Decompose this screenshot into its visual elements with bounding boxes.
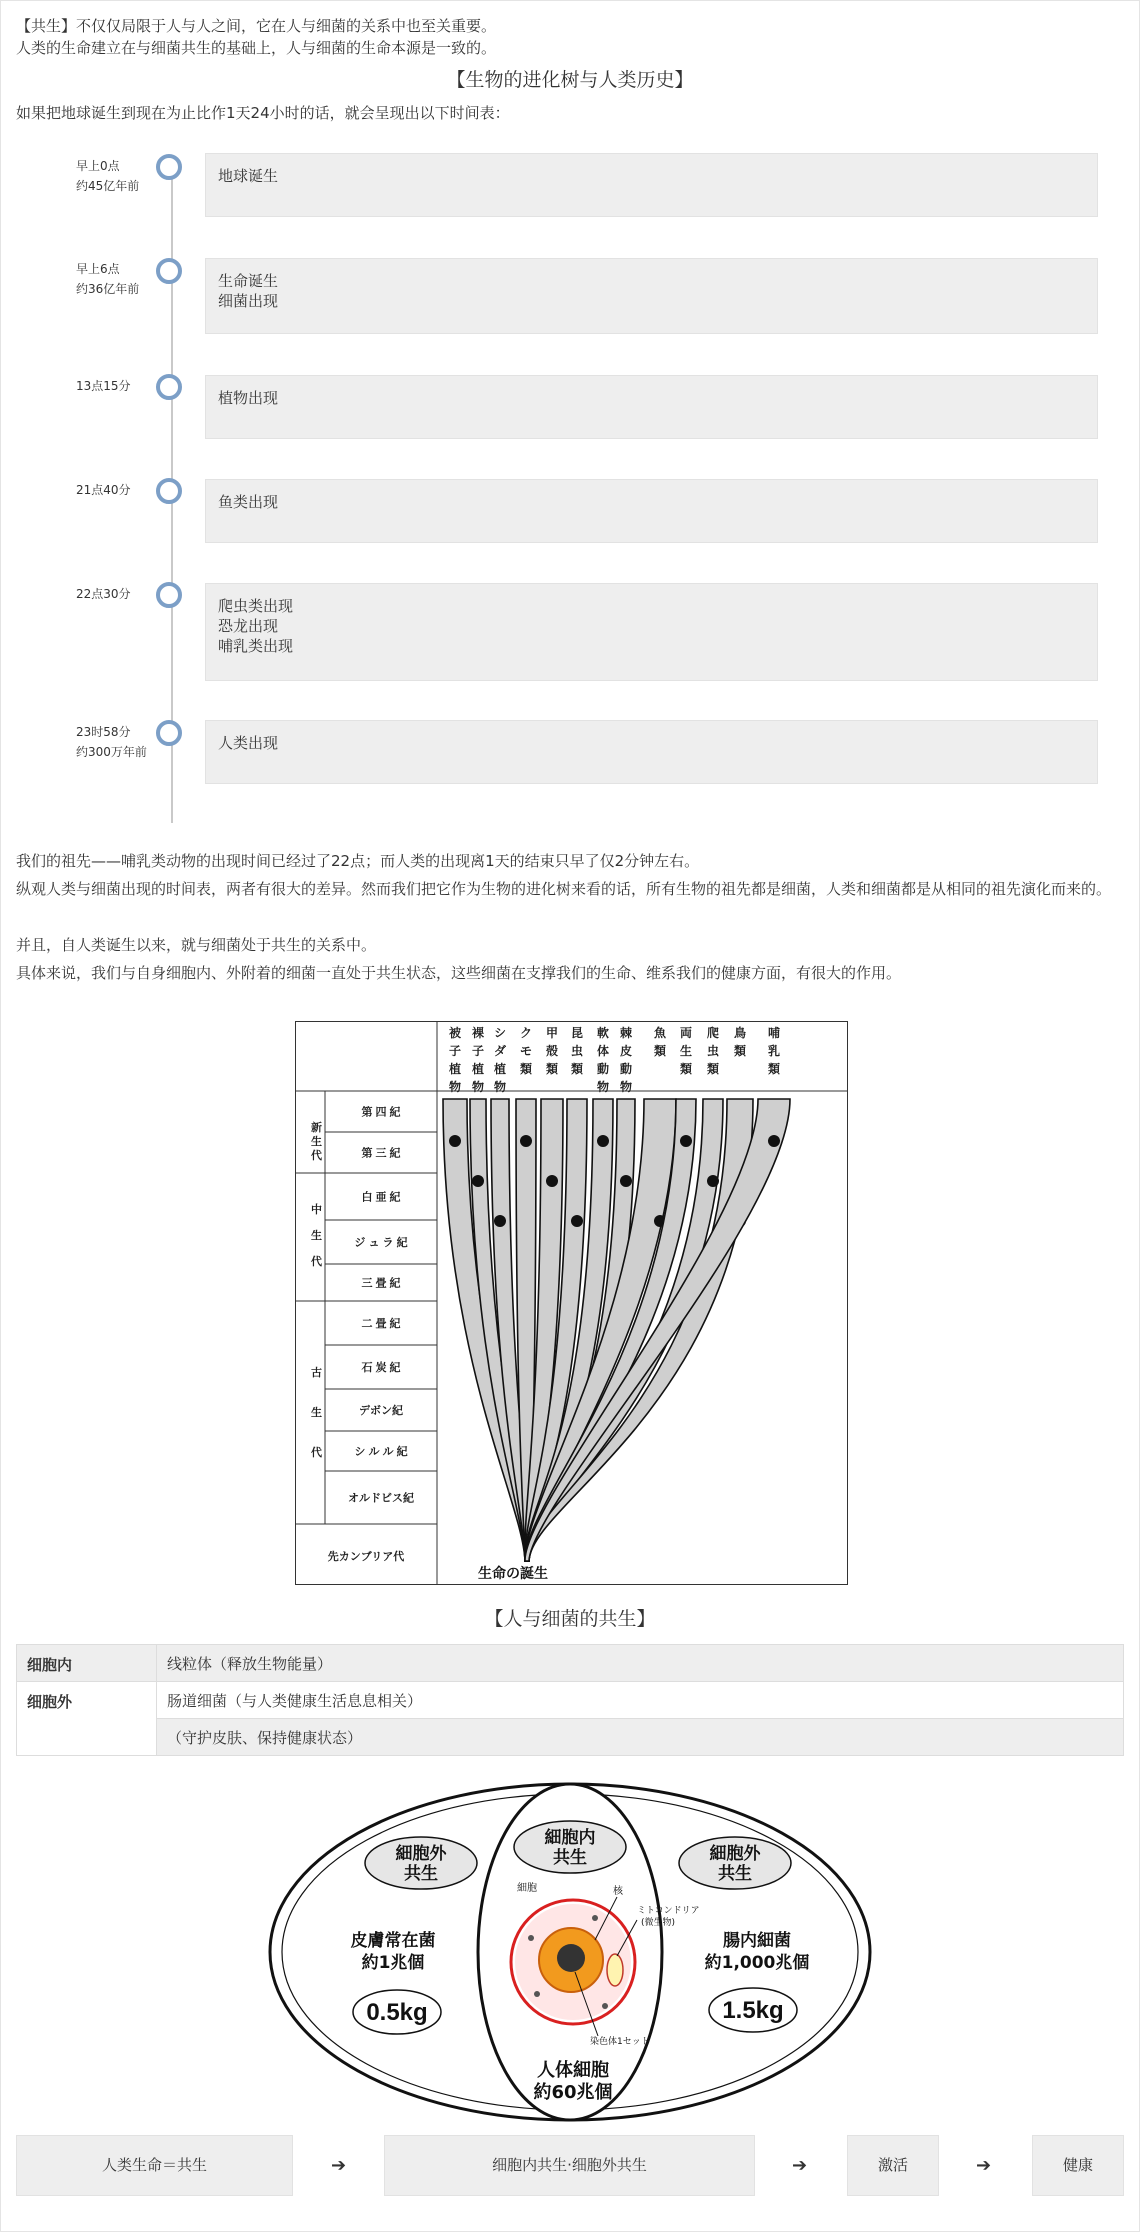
chromosome-label: 染色体1セット <box>590 2037 650 2047</box>
tree-column-label: 物 <box>471 1080 485 1094</box>
tree-column-label: 甲 <box>545 1026 559 1040</box>
svg-text:人体細胞約60兆個: 人体細胞約60兆個 <box>533 2060 613 2103</box>
table-cell: （守护皮肤、保持健康状态） <box>157 1719 1124 1756</box>
tree-column-label: 物 <box>493 1080 507 1094</box>
timeline-event: 生命诞生 细菌出现 <box>205 258 1098 334</box>
tree-column-label: 魚 <box>653 1026 667 1040</box>
tree-column-label: 物 <box>448 1080 462 1094</box>
symbiosis-diagram <box>265 1780 875 2125</box>
svg-text:細胞外共生: 細胞外共生 <box>709 1844 761 1884</box>
tree-column-label: 乳 <box>767 1044 781 1058</box>
svg-text:ミトコンドリア(微生物): ミトコンドリア(微生物) <box>637 1906 700 1928</box>
tree-column-label: 類 <box>706 1062 720 1076</box>
tree-column-label: 殻 <box>545 1044 559 1058</box>
symbiosis-title: 【人与细菌的共生】 <box>484 1608 656 1630</box>
tree-column-label: 植 <box>448 1062 462 1076</box>
paragraph: 并且，自人类诞生以来，就与细菌处于共生的关系中。 <box>16 936 377 954</box>
tree-column-label: 物 <box>619 1080 633 1094</box>
tree-column-label: モ <box>519 1044 533 1058</box>
tree-column-label: 類 <box>570 1062 584 1076</box>
timeline-event: 鱼类出现 <box>205 479 1098 543</box>
timeline-time: 23时58分 约300万年前 <box>76 725 147 759</box>
timeline-event: 植物出现 <box>205 375 1098 439</box>
tree-period-label: 三 畳 紀 <box>361 1277 401 1290</box>
organism-silhouette <box>597 1135 609 1147</box>
svg-text:腸内細菌約1,000兆個: 腸内細菌約1,000兆個 <box>704 1931 810 1973</box>
mitochondria-label: ミトコンドリア <box>637 1906 700 1916</box>
svg-text:細胞内共生: 細胞内共生 <box>544 1828 596 1868</box>
tree-column-label: 体 <box>596 1044 610 1058</box>
timeline-event: 地球诞生 <box>205 153 1098 217</box>
tree-column-label: 類 <box>653 1044 667 1058</box>
timeline-node <box>156 258 182 284</box>
intro-line-1: 【共生】不仅仅局限于人与人之间，它在人与细菌的关系中也至关重要。 <box>16 17 497 35</box>
timeline-event: 人类出现 <box>205 720 1098 784</box>
arrow-right-icon: ➔ <box>331 2155 347 2176</box>
tree-period-label: 白 亜 紀 <box>361 1191 401 1204</box>
tree-column-label: 生 <box>679 1044 693 1058</box>
skin-bacteria-label: 皮膚常在菌 <box>350 1931 436 1951</box>
precambrian-label: 先カンブリア代 <box>327 1551 405 1563</box>
tree-column-label: ク <box>519 1026 533 1040</box>
tree-column-label: 子 <box>471 1044 485 1058</box>
era-label: 新生代 <box>311 1122 322 1162</box>
tree-column-label: 昆 <box>570 1026 584 1040</box>
tree-column-label: 類 <box>679 1062 693 1076</box>
timeline-event: 爬虫类出现 恐龙出现 哺乳类出现 <box>205 583 1098 681</box>
weight-right-text: 1.5kg <box>722 1997 784 2024</box>
tree-column-label: 類 <box>519 1062 533 1076</box>
flow-step-activate: 激活 <box>847 2135 939 2196</box>
evolution-tree-figure <box>295 1021 848 1585</box>
table-head-extracellular: 细胞外 <box>17 1682 157 1756</box>
svg-text:皮膚常在菌約1兆個: 皮膚常在菌約1兆個 <box>350 1931 436 1973</box>
tree-column-label: 動 <box>619 1062 633 1076</box>
tree-column-label: 被 <box>448 1026 462 1040</box>
organism-silhouette <box>707 1175 719 1187</box>
organism-silhouette <box>571 1215 583 1227</box>
paragraph: 我们的祖先——哺乳类动物的出现时间已经过了22点；而人类的出现离1天的结束只早了仅2分钟左右。 <box>16 852 700 870</box>
timeline-lead: 如果把地球诞生到现在为止比作1天24小时的话，就会呈现出以下时间表： <box>16 104 510 122</box>
organism-silhouette <box>520 1135 532 1147</box>
tree-column-label: 類 <box>545 1062 559 1076</box>
bubble-inner-text: 細胞内 <box>544 1828 596 1848</box>
era-label: 中生代 <box>311 1204 322 1268</box>
weight-left-text: 0.5kg <box>366 1999 428 2026</box>
tree-column-label: 哺 <box>767 1026 781 1040</box>
table-head-intracellular: 细胞内 <box>17 1645 157 1682</box>
timeline-time: 22点30分 <box>76 587 131 601</box>
table-cell: 线粒体（释放生物能量） <box>157 1645 1124 1682</box>
tree-column-label: 植 <box>471 1062 485 1076</box>
tree-column-label: 植 <box>493 1062 507 1076</box>
tree-period-label: ジ ュ ラ 紀 <box>354 1237 408 1249</box>
symbiosis-table <box>16 1644 1124 1756</box>
timeline-node <box>156 582 182 608</box>
timeline-time: 早上0点 约45亿年前 <box>76 159 140 193</box>
tree-column-label: シ <box>493 1026 507 1040</box>
tree-column-label: 動 <box>596 1062 610 1076</box>
intro-line-2: 人类的生命建立在与细菌共生的基础上，人与细菌的生命本源是一致的。 <box>16 39 497 57</box>
tree-column-label: 皮 <box>619 1044 633 1058</box>
tree-column-label: 両 <box>679 1026 693 1040</box>
bubble-right-text: 細胞外 <box>709 1844 761 1864</box>
nucleus-label: 核 <box>613 1886 623 1897</box>
tree-column-label: 鳥 <box>733 1026 747 1040</box>
tree-period-label: 二 畳 紀 <box>361 1318 401 1330</box>
organism-silhouette <box>494 1215 506 1227</box>
chromosome <box>557 1944 585 1972</box>
tree-column-label: 裸 <box>471 1026 485 1040</box>
gut-bacteria-label: 腸内細菌 <box>723 1931 791 1951</box>
organism-silhouette <box>472 1175 484 1187</box>
organism-silhouette <box>449 1135 461 1147</box>
tree-period-label: デボン紀 <box>359 1405 403 1417</box>
tree-column-label: 虫 <box>570 1044 584 1058</box>
arrow-right-icon: ➔ <box>792 2155 808 2176</box>
timeline-time: 早上6点 约36亿年前 <box>76 262 140 296</box>
tree-column-label: 虫 <box>706 1044 720 1058</box>
timeline-time: 21点40分 <box>76 483 131 497</box>
flow-step-intra-extra: 细胞内共生·细胞外共生 <box>384 2135 755 2196</box>
organism-silhouette <box>680 1135 692 1147</box>
tree-column-label: ダ <box>493 1044 507 1058</box>
tree-column-label: 棘 <box>619 1026 633 1040</box>
organism-silhouette <box>768 1135 780 1147</box>
origin-of-life-label: 生命の誕生 <box>478 1565 548 1581</box>
tree-column-label: 物 <box>596 1080 610 1094</box>
tree-column-label: 類 <box>767 1062 781 1076</box>
svg-text:細胞外共生: 細胞外共生 <box>395 1844 447 1884</box>
cell-label: 細胞 <box>517 1883 537 1894</box>
organism-silhouette <box>546 1175 558 1187</box>
arrow-right-icon: ➔ <box>976 2155 992 2176</box>
human-cells-label: 人体細胞 <box>537 2060 609 2081</box>
tree-column-label: 子 <box>448 1044 462 1058</box>
paragraph: 具体来说，我们与自身细胞内、外附着的细菌一直处于共生状态，这些细菌在支撑我们的生命、维系我们的健康方面，有很大的作用。 <box>16 964 902 982</box>
tree-period-label: シ ル ル 紀 <box>354 1446 408 1458</box>
timeline-node <box>156 478 182 504</box>
timeline-time: 13点15分 <box>76 379 131 393</box>
bubble-left-text: 細胞外 <box>395 1844 447 1864</box>
tree-column-label: 類 <box>733 1044 747 1058</box>
timeline-node <box>156 154 182 180</box>
paragraph: 纵观人类与细菌出现的时间表，两者有很大的差异。然而我们把它作为生物的进化树来看的话，所有生物的祖先都是细菌，人类和细菌都是从相同的祖先演化而来的。 <box>16 880 1112 898</box>
tree-period-label: 第 三 紀 <box>361 1147 401 1160</box>
flow-step-health: 健康 <box>1032 2135 1124 2196</box>
timeline-node <box>156 720 182 746</box>
tree-period-label: 石 炭 紀 <box>361 1362 401 1374</box>
era-label: 古生代 <box>311 1367 322 1459</box>
flow-step-life-symbiosis: 人类生命＝共生 <box>16 2135 293 2196</box>
table-cell: 肠道细菌（与人类健康生活息息相关） <box>157 1682 1124 1719</box>
organism-silhouette <box>620 1175 632 1187</box>
tree-column-label: 爬 <box>706 1026 720 1040</box>
tree-period-label: 第 四 紀 <box>361 1106 401 1119</box>
mitochondria <box>607 1954 623 1986</box>
tree-period-label: オルドビス紀 <box>348 1492 414 1505</box>
tree-column-label: 軟 <box>596 1026 610 1040</box>
era-cenozoic-1: 新 <box>311 1122 322 1134</box>
timeline-node <box>156 374 182 400</box>
evolution-title: 【生物的进化树与人类历史】 <box>446 69 694 91</box>
